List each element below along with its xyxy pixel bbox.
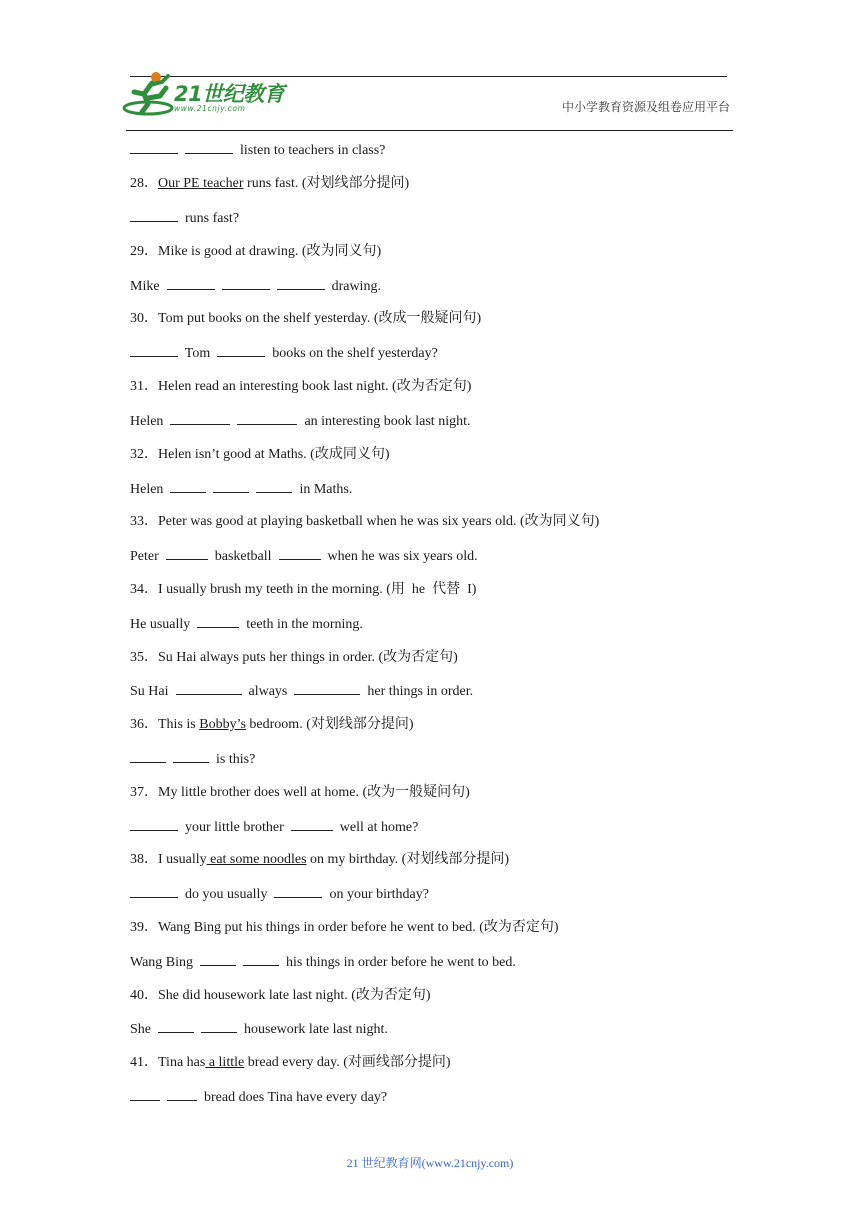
line-text: in Maths.: [292, 482, 353, 497]
answer-blank[interactable]: [237, 412, 297, 425]
line-text: 37．My little brother does well at home. (改为一般疑问句): [130, 785, 470, 800]
line-text: basketball: [207, 549, 279, 564]
answer-blank[interactable]: [243, 953, 279, 966]
exercise-line: [130, 209, 239, 227]
answer-blank[interactable]: [130, 1088, 160, 1101]
line-text: [178, 143, 185, 158]
line-text: Tom: [178, 346, 218, 361]
exercise-line: [130, 1054, 451, 1072]
line-text: 30．Tom put books on the shelf yesterday. (改成一般疑问句): [130, 311, 482, 326]
exercise-line: [130, 175, 409, 193]
exercise-line: [130, 615, 363, 633]
exercise-line: [130, 682, 473, 700]
answer-blank[interactable]: [201, 1020, 237, 1033]
line-text: an interesting book last night.: [297, 414, 471, 429]
line-text: on my birthday. (对划线部分提问): [306, 852, 509, 867]
answer-blank[interactable]: [277, 277, 325, 290]
exercise-line: [130, 581, 476, 599]
line-text: 41．Tina has: [130, 1055, 206, 1070]
line-text: Peter: [130, 549, 166, 564]
line-text: 35．Su Hai always puts her things in order. (改为否定句): [130, 650, 458, 665]
line-text: listen to teachers in class?: [233, 143, 386, 158]
exercise-line: [130, 851, 509, 869]
underlined-text: Our PE teacher: [158, 176, 244, 191]
line-text: 33．Peter was good at playing basketball when he was six years old. (改为同义句): [130, 514, 600, 529]
answer-blank[interactable]: [294, 682, 360, 695]
answer-blank[interactable]: [173, 750, 209, 763]
line-text: 39．Wang Bing put his things in order before he went to bed. (改为否定句): [130, 920, 559, 935]
line-text: Helen: [130, 414, 171, 429]
exercise-line: [130, 412, 470, 430]
runner-logo-icon: [122, 68, 176, 118]
line-text: bedroom. (对划线部分提问): [245, 717, 414, 732]
answer-blank[interactable]: [130, 141, 178, 154]
exercise-line: [130, 1088, 387, 1106]
line-text: She: [130, 1022, 158, 1037]
answer-blank[interactable]: [213, 480, 249, 493]
logo-url: www.21cnjy.com: [174, 104, 246, 113]
answer-blank[interactable]: [130, 209, 178, 222]
underlined-text: a little: [205, 1055, 245, 1070]
line-text: 38．I usually: [130, 852, 207, 867]
line-text: [166, 752, 173, 767]
line-text: her things in order.: [360, 684, 474, 699]
exercise-line: [130, 344, 438, 362]
answer-blank[interactable]: [158, 1020, 194, 1033]
line-text: his things in order before he went to bed.: [279, 955, 516, 970]
exercise-line: [130, 1020, 388, 1038]
answer-blank[interactable]: [167, 1088, 197, 1101]
site-logo[interactable]: [122, 68, 292, 118]
line-text: Su Hai: [130, 684, 176, 699]
underlined-text: eat some noodles: [206, 852, 307, 867]
line-text: 31．Helen read an interesting book last night. (改为否定句): [130, 379, 472, 394]
line-text: [249, 482, 256, 497]
exercise-line: [130, 818, 418, 836]
line-text: housework late last night.: [237, 1022, 388, 1037]
exercise-line: [130, 547, 478, 565]
exercise-line: [130, 378, 471, 396]
line-text: 40．She did housework late last night. (改为否定句): [130, 988, 431, 1003]
exercise-line: [130, 277, 381, 295]
answer-blank[interactable]: [274, 885, 322, 898]
line-text: 32．Helen isn’t good at Maths. (改成同义句): [130, 447, 390, 462]
answer-blank[interactable]: [170, 480, 206, 493]
line-text: [160, 1090, 167, 1105]
line-text: teeth in the morning.: [239, 617, 363, 632]
line-text: [215, 279, 222, 294]
answer-blank[interactable]: [170, 412, 230, 425]
line-text: He usually: [130, 617, 198, 632]
exercise-line: [130, 310, 481, 328]
underlined-text: Bobby’s: [199, 717, 246, 732]
line-text: [230, 414, 237, 429]
header-rule-bottom: [126, 130, 733, 131]
line-text: well at home?: [332, 820, 419, 835]
exercise-line: [130, 480, 352, 498]
page-footer: 21 世纪教育网(www.21cnjy.com): [346, 1156, 514, 1170]
line-text: Helen: [130, 482, 171, 497]
answer-blank[interactable]: [256, 480, 292, 493]
exercise-line: [130, 953, 516, 971]
line-text: 36．This is: [130, 717, 200, 732]
line-text: Wang Bing: [130, 955, 201, 970]
line-text: [236, 955, 243, 970]
answer-blank[interactable]: [279, 547, 321, 560]
line-text: 29．Mike is good at drawing. (改为同义句): [130, 244, 382, 259]
answer-blank[interactable]: [167, 277, 215, 290]
line-text: when he was six years old.: [320, 549, 478, 564]
exercise-line: [130, 750, 255, 768]
line-text: bread every day. (对画线部分提问): [244, 1055, 451, 1070]
line-text: do you usually: [178, 887, 275, 902]
exercise-line: [130, 919, 559, 937]
exercise-line: [130, 987, 431, 1005]
answer-blank[interactable]: [166, 547, 208, 560]
line-text: runs fast. (对划线部分提问): [243, 176, 410, 191]
line-text: bread does Tina have every day?: [197, 1090, 388, 1105]
line-text: is this?: [209, 752, 256, 767]
line-text: drawing.: [324, 279, 381, 294]
line-text: 34．I usually brush my teeth in the morning. (用 he 代替 I): [130, 582, 477, 597]
exercise-line: [130, 885, 429, 903]
exercise-line: [130, 784, 470, 802]
page-header: [0, 0, 860, 140]
answer-blank[interactable]: [222, 277, 270, 290]
exercise-line: [130, 141, 385, 159]
answer-blank[interactable]: [200, 953, 236, 966]
logo-text: 21世纪教育: [174, 82, 285, 106]
answer-blank[interactable]: [130, 750, 166, 763]
line-text: runs fast?: [178, 211, 240, 226]
answer-blank[interactable]: [291, 818, 333, 831]
exercise-line: [130, 446, 390, 464]
answer-blank[interactable]: [130, 885, 178, 898]
line-text: always: [241, 684, 295, 699]
answer-blank[interactable]: [130, 344, 178, 357]
exercise-line: [130, 716, 414, 734]
line-text: on your birthday?: [322, 887, 429, 902]
line-text: books on the shelf yesterday?: [265, 346, 438, 361]
exercise-line: [130, 513, 599, 531]
answer-blank[interactable]: [217, 344, 265, 357]
line-text: 28．: [130, 176, 158, 191]
line-text: Mike: [130, 279, 167, 294]
line-text: [270, 279, 277, 294]
line-text: [206, 482, 213, 497]
answer-blank[interactable]: [176, 682, 242, 695]
line-text: your little brother: [178, 820, 291, 835]
platform-name: 中小学教育资源及组卷应用平台: [561, 100, 730, 114]
answer-blank[interactable]: [130, 818, 178, 831]
answer-blank[interactable]: [185, 141, 233, 154]
exercise-line: [130, 649, 458, 667]
line-text: [194, 1022, 201, 1037]
exercise-line: [130, 243, 381, 261]
answer-blank[interactable]: [197, 615, 239, 628]
